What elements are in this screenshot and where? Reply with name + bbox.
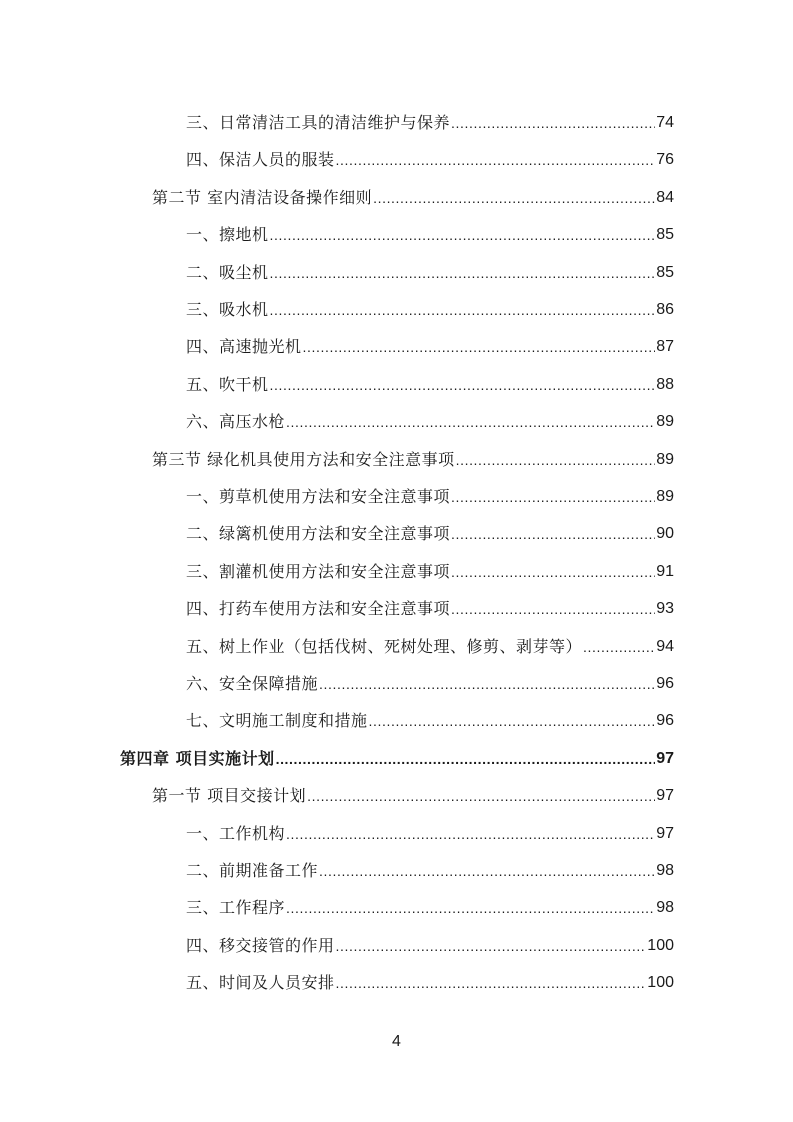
dot-leader [319,674,655,694]
toc-entry-page: 87 [656,338,674,356]
dot-leader [451,524,655,544]
toc-entry[interactable] [186,514,674,544]
dot-leader [270,225,656,245]
toc-entry-title: 六、高压水枪 [186,412,286,432]
dot-leader [336,973,647,993]
toc-entry[interactable] [186,851,674,881]
toc-entry[interactable] [186,664,674,694]
toc-entry-page: 91 [656,562,674,580]
toc-entry[interactable] [186,140,674,170]
toc-entry[interactable] [186,365,674,395]
toc-entry[interactable] [186,627,674,657]
toc-entry[interactable] [152,178,674,208]
dot-leader [307,786,655,806]
toc-entry-page: 90 [656,525,674,543]
page-number: 4 [392,1033,401,1050]
toc-entry-page: 84 [656,188,674,206]
toc-entry-page: 88 [656,375,674,393]
toc-entry[interactable] [186,926,674,956]
toc-entry[interactable] [186,814,674,844]
toc-entry-title: 二、前期准备工作 [186,861,319,880]
toc-entry-page: 89 [656,413,674,431]
toc-entry-chapter[interactable] [120,739,674,769]
dot-leader [276,749,656,769]
dot-leader [303,337,656,357]
toc-entry[interactable] [186,290,674,320]
toc-entry[interactable] [186,963,674,993]
toc-entry-page: 85 [656,226,674,244]
toc-entry-page: 97 [656,749,674,767]
dot-leader [451,487,655,507]
toc-entry-title: 四、移交接管的作用 [186,935,335,955]
toc-entry-title: 四、打药车使用方法和安全注意事项 [186,599,451,619]
toc-entry-title: 四、高速抛光机 [186,337,302,357]
toc-entry-title: 三、工作程序 [186,898,286,918]
dot-leader [336,936,647,956]
toc-entry-page: 76 [656,151,674,169]
toc-entry-title: 三、日常清洁工具的清洁维护与保养 [186,113,451,132]
toc-entry-page: 86 [656,301,674,318]
toc-entry[interactable] [186,327,674,357]
toc-entry-title: 五、吹干机 [186,374,269,394]
dot-leader [319,861,655,881]
dot-leader [336,150,656,170]
toc-entry-title: 六、安全保障措施 [186,674,319,693]
toc-entry-page: 100 [647,974,674,992]
toc-entry[interactable] [186,215,674,245]
toc-entry-title: 四、保洁人员的服装 [186,150,335,170]
dot-leader [373,188,655,208]
toc-entry-page: 96 [656,712,674,730]
toc-entry-title: 一、剪草机使用方法和安全注意事项 [186,487,451,506]
toc-entry-page: 98 [656,899,674,917]
toc-entry[interactable] [186,888,674,918]
toc-entry-page: 74 [656,114,674,131]
toc-entry-title: 二、吸尘机 [186,262,269,282]
toc-entry-page: 89 [656,488,674,505]
toc-entry-title: 第三节 绿化机具使用方法和安全注意事项 [152,449,455,469]
toc-entry[interactable] [186,589,674,619]
toc-entry-title: 七、文明施工制度和措施 [186,711,368,731]
toc-entry-page: 93 [656,600,674,618]
dot-leader [286,412,655,432]
toc-entry-title: 三、吸水机 [186,300,269,319]
toc-entry-title: 第一节 项目交接计划 [152,786,307,806]
dot-leader [451,113,655,133]
toc-entry[interactable] [186,103,674,133]
dot-leader [286,824,655,844]
toc-entry[interactable] [186,253,674,283]
dot-leader [456,450,656,470]
dot-leader [583,637,655,657]
toc-entry-title: 三、割灌机使用方法和安全注意事项 [186,561,451,581]
toc-entry-page: 85 [656,263,674,281]
toc-entry-title: 一、擦地机 [186,225,269,245]
toc-entry[interactable] [186,477,674,507]
toc-entry-title: 二、绿篱机使用方法和安全注意事项 [186,524,451,544]
toc-entry-page: 96 [656,675,674,692]
dot-leader [451,562,655,582]
toc-entry-page: 100 [647,936,674,954]
toc-entry-title: 第二节 室内清洁设备操作细则 [152,187,373,207]
toc-entry-page: 98 [656,862,674,879]
toc-entry-page: 94 [656,637,674,655]
toc-entry[interactable] [186,552,674,582]
toc-entry[interactable] [152,440,674,470]
toc-entry-page: 89 [656,450,674,468]
dot-leader [270,300,656,320]
toc-entry[interactable] [186,701,674,731]
toc-entry[interactable] [152,776,674,806]
dot-leader [270,263,656,283]
toc-entry-title: 第四章 项目实施计划 [120,748,275,768]
toc-entry-page: 97 [656,787,674,805]
dot-leader [451,599,655,619]
toc-entry[interactable] [186,402,674,432]
toc-entry-title: 一、工作机构 [186,823,286,843]
toc-entry-page: 97 [656,824,674,842]
dot-leader [286,898,655,918]
dot-leader [270,375,656,395]
dot-leader [369,711,656,731]
toc-entry-title: 五、树上作业（包括伐树、死树处理、修剪、剥芽等） [186,636,583,656]
toc-entry-title: 五、时间及人员安排 [186,973,335,993]
